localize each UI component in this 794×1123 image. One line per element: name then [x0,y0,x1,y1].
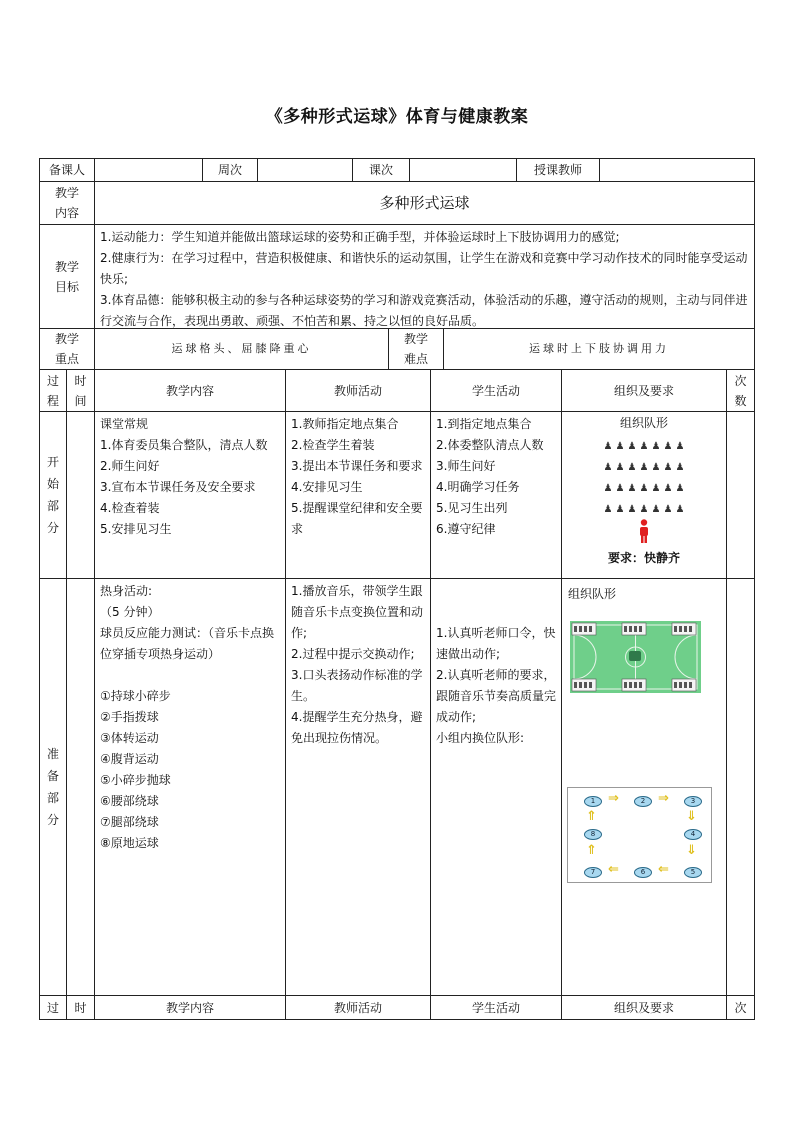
student-figure-icon: ♟ [627,441,637,452]
student-figure-icon: ♟ [651,483,661,494]
prep-org-title: 组织队形 [568,587,617,601]
prep-content-line: ⑧原地运球 [100,836,159,850]
col-times: 次数 [726,369,755,412]
student-figure-icon: ♟ [615,483,625,494]
start-content-line: 4.检查着装 [100,501,160,515]
arrow-up-icon: ⇑ [586,843,597,858]
student-figure-icon: ♟ [675,462,685,473]
start-content-line: 5.安排见习生 [100,522,172,536]
student-figure-icon: ♟ [603,504,613,515]
prep-content-line: 球员反应能力测试：（音乐卡点换位穿插专项热身运动） [100,626,275,661]
prep-label: 准备部分 [39,578,67,996]
start-teacher-line: 1.教师指定地点集合 [291,417,399,431]
student-figure-icon: ♟ [663,483,673,494]
start-student-line: 5.见习生出列 [436,501,508,515]
prep-content-line [100,665,280,686]
position-marker: 6 [634,867,652,878]
start-label: 开始部分 [39,411,67,579]
student-figure-icon: ♟ [627,504,637,515]
start-student-line: 6.遵守纪律 [436,522,496,536]
teacher-figure-icon [562,519,726,547]
start-content [94,411,286,579]
col-process: 过程 [39,369,67,412]
start-teacher [285,411,431,579]
col-times-repeat: 次 [726,995,755,1020]
basketball-court-diagram [570,621,701,693]
col-time-repeat: 时 [66,995,95,1020]
student-figure-icon: ♟ [651,504,661,515]
student-figure-icon: ♟ [663,441,673,452]
week-field[interactable] [257,158,353,182]
start-content-line: 3.宣布本节课任务及安全要求 [100,480,256,494]
start-teacher-line: 2.检查学生着装 [291,438,375,452]
start-times [726,411,755,579]
prep-content-line: 热身活动: [100,584,153,598]
difficulty-label: 教学难点 [388,328,444,370]
key-label: 教学重点 [39,328,95,370]
prep-teacher-line: 3.口头表扬动作标准的学生。 [291,668,423,703]
lesson-label: 课次 [352,158,410,182]
student-figure-icon: ♟ [663,504,673,515]
col-teacher-repeat: 教师活动 [285,995,431,1020]
prep-content-line: ④腹背运动 [100,752,159,766]
col-teacher: 教师活动 [285,369,431,412]
col-student-repeat: 学生活动 [430,995,562,1020]
student-figure-icon: ♟ [651,462,661,473]
start-student [430,411,562,579]
student-figure-icon: ♟ [639,504,649,515]
arrow-up-icon: ⇑ [586,809,597,824]
prep-teacher-field[interactable] [94,158,203,182]
start-org-requirement: 要求：快静齐 [607,551,680,565]
prep-content-line: ①持球小碎步 [100,689,171,703]
student-figure-icon: ♟ [675,504,685,515]
prep-content [94,578,286,996]
start-content-line: 1.体育委员集合整队，清点人数 [100,438,268,452]
start-teacher-line: 4.安排见习生 [291,480,363,494]
lesson-field[interactable] [409,158,517,182]
prep-content-line: ②手指拨球 [100,710,159,724]
prep-teacher-line: 2.过程中提示交换动作; [291,647,415,661]
prep-student-line: 1.认真听老师口令，快速做出动作; [436,626,556,661]
prep-teacher-line: 1.播放音乐，带领学生跟随音乐卡点变换位置和动作; [291,584,424,640]
start-student-line: 3.师生问好 [436,459,496,473]
formation-grid [562,433,726,517]
content-label: 教学内容 [39,181,95,225]
formation-row [562,496,726,517]
start-student-line: 4.明确学习任务 [436,480,520,494]
start-content-line: 课堂常规 [100,417,149,431]
teacher-label: 授课教师 [516,158,600,182]
position-marker: 2 [634,796,652,807]
prep-content-line: ③体转运动 [100,731,159,745]
col-org: 组织及要求 [561,369,727,412]
objective-2: 2.健康行为：在学习过程中，营造积极健康、和谐快乐的运动氛围，让学生在游戏和竞赛中学习动作技术的同时能享受运动快乐; [100,251,748,286]
start-time [66,411,95,579]
objective-1: 1.运动能力：学生知道并能做出篮球运球的姿势和正确手型，并体验运球时上下肢协调用力的感觉; [100,230,620,244]
position-marker: 5 [684,867,702,878]
student-figure-icon: ♟ [603,462,613,473]
prep-org [561,578,727,996]
student-figure-icon: ♟ [675,483,685,494]
student-figure-icon: ♟ [651,441,661,452]
difficulty-value: 运球时上下肢协调用力 [443,328,755,370]
student-figure-icon: ♟ [639,462,649,473]
prep-content-line: （5 分钟） [100,605,160,619]
student-figure-icon: ♟ [615,504,625,515]
prep-teacher [285,578,431,996]
start-org [561,411,727,579]
arrow-down-icon: ⇓ [686,843,697,858]
content-value: 多种形式运球 [94,181,755,225]
key-value: 运球格头、屈膝降重心 [94,328,389,370]
start-student-line: 2.体委整队清点人数 [436,438,544,452]
student-figure-icon: ♟ [627,483,637,494]
prep-time [66,578,95,996]
arrow-left-icon: ⇐ [658,862,669,877]
arrow-down-icon: ⇓ [686,809,697,824]
formation-row [562,433,726,454]
start-student-line: 1.到指定地点集合 [436,417,532,431]
prep-teacher-label: 备课人 [39,158,95,182]
arrow-right-icon: ⇒ [608,791,619,806]
start-org-title: 组织队形 [619,416,668,430]
position-marker: 3 [684,796,702,807]
student-figure-icon: ♟ [663,462,673,473]
week-label: 周次 [202,158,258,182]
student-figure-icon: ♟ [627,462,637,473]
prep-teacher-line: 4.提醒学生充分热身，避免出现拉伤情况。 [291,710,423,745]
student-figure-icon: ♟ [603,441,613,452]
formation-row [562,475,726,496]
objectives-label: 教学目标 [39,224,95,329]
col-org-repeat: 组织及要求 [561,995,727,1020]
position-marker: 8 [584,829,602,840]
student-figure-icon: ♟ [639,441,649,452]
student-figure-icon: ♟ [603,483,613,494]
col-content-repeat: 教学内容 [94,995,286,1020]
student-figure-icon: ♟ [675,441,685,452]
prep-student-line: 小组内换位队形: [436,731,525,745]
prep-content-line: ⑦腿部绕球 [100,815,159,829]
col-time: 时间 [66,369,95,412]
arrow-left-icon: ⇐ [608,862,619,877]
rotation-diagram [567,787,712,883]
start-content-line: 2.师生问好 [100,459,160,473]
position-marker: 4 [684,829,702,840]
prep-content-line: ⑤小碎步抛球 [100,773,171,787]
teacher-field[interactable] [599,158,755,182]
position-marker: 1 [584,796,602,807]
start-teacher-line: 5.提醒课堂纪律和安全要求 [291,501,423,536]
arrow-right-icon: ⇒ [658,791,669,806]
prep-content-line: ⑥腰部绕球 [100,794,159,808]
prep-student-line: 2.认真听老师的要求，跟随音乐节奏高质量完成动作; [436,668,557,724]
formation-row [562,454,726,475]
student-figure-icon: ♟ [615,441,625,452]
position-marker: 7 [584,867,602,878]
col-student: 学生活动 [430,369,562,412]
start-teacher-line: 3.提出本节课任务和要求 [291,459,423,473]
student-figure-icon: ♟ [639,483,649,494]
objective-3: 3.体育品德：能够积极主动的参与各种运球姿势的学习和游戏竞赛活动，体验活动的乐趣，遵守活动的规则，主动与同伴进行交流与合作，表现出勇敢、顽强、不怕苦和累、持之以恒的良好品质。 [100,293,748,328]
student-figure-icon: ♟ [615,462,625,473]
prep-times [726,578,755,996]
objectives-text [94,224,755,329]
col-content: 教学内容 [94,369,286,412]
col-process-repeat: 过 [39,995,67,1020]
page-title: 《多种形式运球》体育与健康教案 [265,107,529,127]
prep-student [430,578,562,996]
